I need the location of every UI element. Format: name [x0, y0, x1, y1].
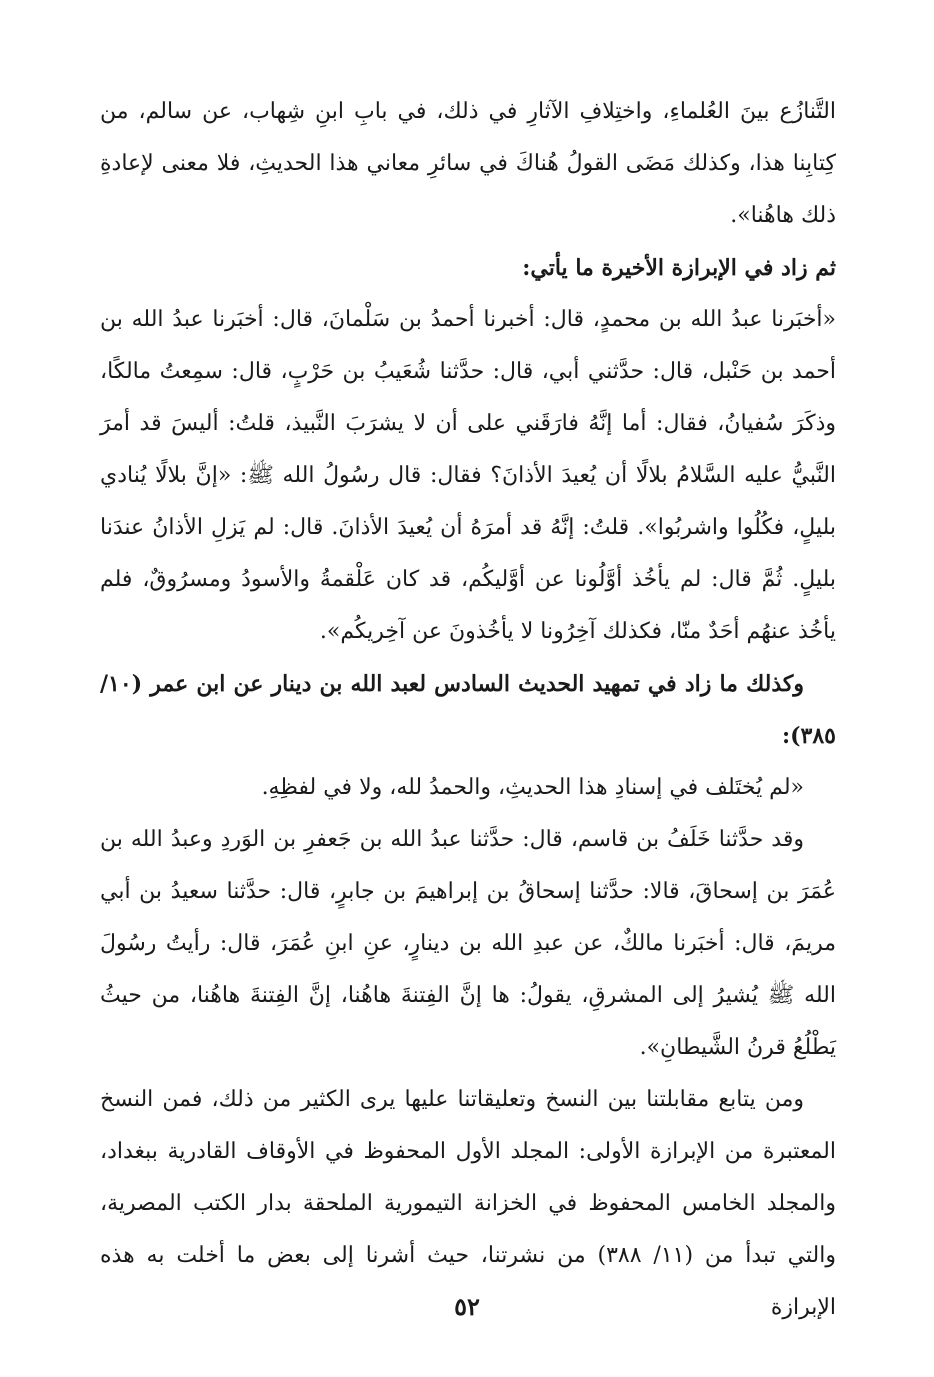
section-heading-final-edition: ثم زاد في الإبرازة الأخيرة ما يأتي:: [522, 255, 836, 281]
paragraph-continuation: التَّنازُع بينَ العُلماءِ، واختِلافِ الآثارِ في ذلك، في بابِ ابنِ شِهاب، عن سالم، من كِتابِنا هذا، وكذلك مَضَى القولُ هُناكَ في سائرِ معاني هذا الحديثِ، فلا معنى لإعادةِ ذلك هاهُنا».: [100, 99, 836, 228]
hadith-paragraph-bilal: «أخبَرنا عبدُ الله بن محمدٍ، قال: أخبرنا أحمدُ بن سَلْمانَ، قال: أخبَرنا عبدُ الله بن أحمد بن حَنْبل، قال: حدَّثني أبي، قال: حدَّثنا شُعَيبُ بن حَرْبٍ، قال: سمِعتُ مالكًا، وذكَرَ سُفيانُ، فقال: أما إنَّهُ فارَقَني على أن لا يشرَبَ النَّبيذ، قلتُ: أليسَ قد أمرَ النَّبيُّ عليه السَّلامُ بلالًا أن يُعيدَ الأذانَ؟ فقال: قال رسُولُ الله ﷺ: «إنَّ بلالًا يُنادي بليلٍ، فكُلُوا واشربُوا». قلتُ: إنَّهُ قد أمرَهُ أن يُعيدَ الأذانَ. قال: لم يَزلِ الأذانُ عندَنا بليلٍ. ثُمَّ قال: لم يأخُذ أوَّلُونا عن أوَّليكُم، قد كان عَلْقمةُ والأسودُ ومسرُوقٌ، فلم يأخُذ عنهُم أحَدٌ منّا، فكذلك آخِرُونا لا يأخُذونَ عن آخِريكُم».: [100, 307, 836, 644]
page-number: ٥٢: [454, 1292, 480, 1321]
section-heading-tamhid: وكذلك ما زاد في تمهيد الحديث السادس لعبد الله بن دينار عن ابن عمر (١٠/ ٣٨٥):: [100, 671, 836, 749]
editor-note-paragraph: ومن يتابع مقابلتنا بين النسخ وتعليقاتنا عليها يرى الكثير من ذلك، فمن النسخ المعتبرة من الإبرازة الأولى: المجلد الأول المحفوظ في الأوقاف القادرية ببغداد، والمجلد الخامس المحفوظ في الخزانة التيمورية الملحقة بدار الكتب المصرية، والتي تبدأ من (١١/ ٣٨٨) من نشرتنا، حيث أشرنا إلى بعض ما أخلت به هذه الإبرازة: [100, 1087, 836, 1320]
quote-isnad-paragraph: «لم يُختَلف في إسنادِ هذا الحديثِ، والحمدُ لله، ولا في لفظِهِ.: [261, 775, 804, 800]
hadith-paragraph-fitna: وقد حدَّثنا خَلَفُ بن قاسم، قال: حدَّثنا عبدُ الله بن جَعفرِ بن الوَردِ وعبدُ الله بن عُمَرَ بن إسحاقَ، قالا: حدَّثنا إسحاقُ بن إبراهيمَ بن جابرٍ، قال: حدَّثنا سعيدُ بن أبي مريمَ، قال: أخبَرنا مالكٌ، عن عبدِ الله بن دينارٍ، عنِ ابنِ عُمَرَ، قال: رأيتُ رسُولَ الله ﷺ يُشيرُ إلى المشرقِ، يقولُ: ها إنَّ الفِتنةَ هاهُنا، إنَّ الفِتنةَ هاهُنا، من حيثُ يَطْلُعُ قرنُ الشَّيطانِ».: [100, 827, 836, 1060]
